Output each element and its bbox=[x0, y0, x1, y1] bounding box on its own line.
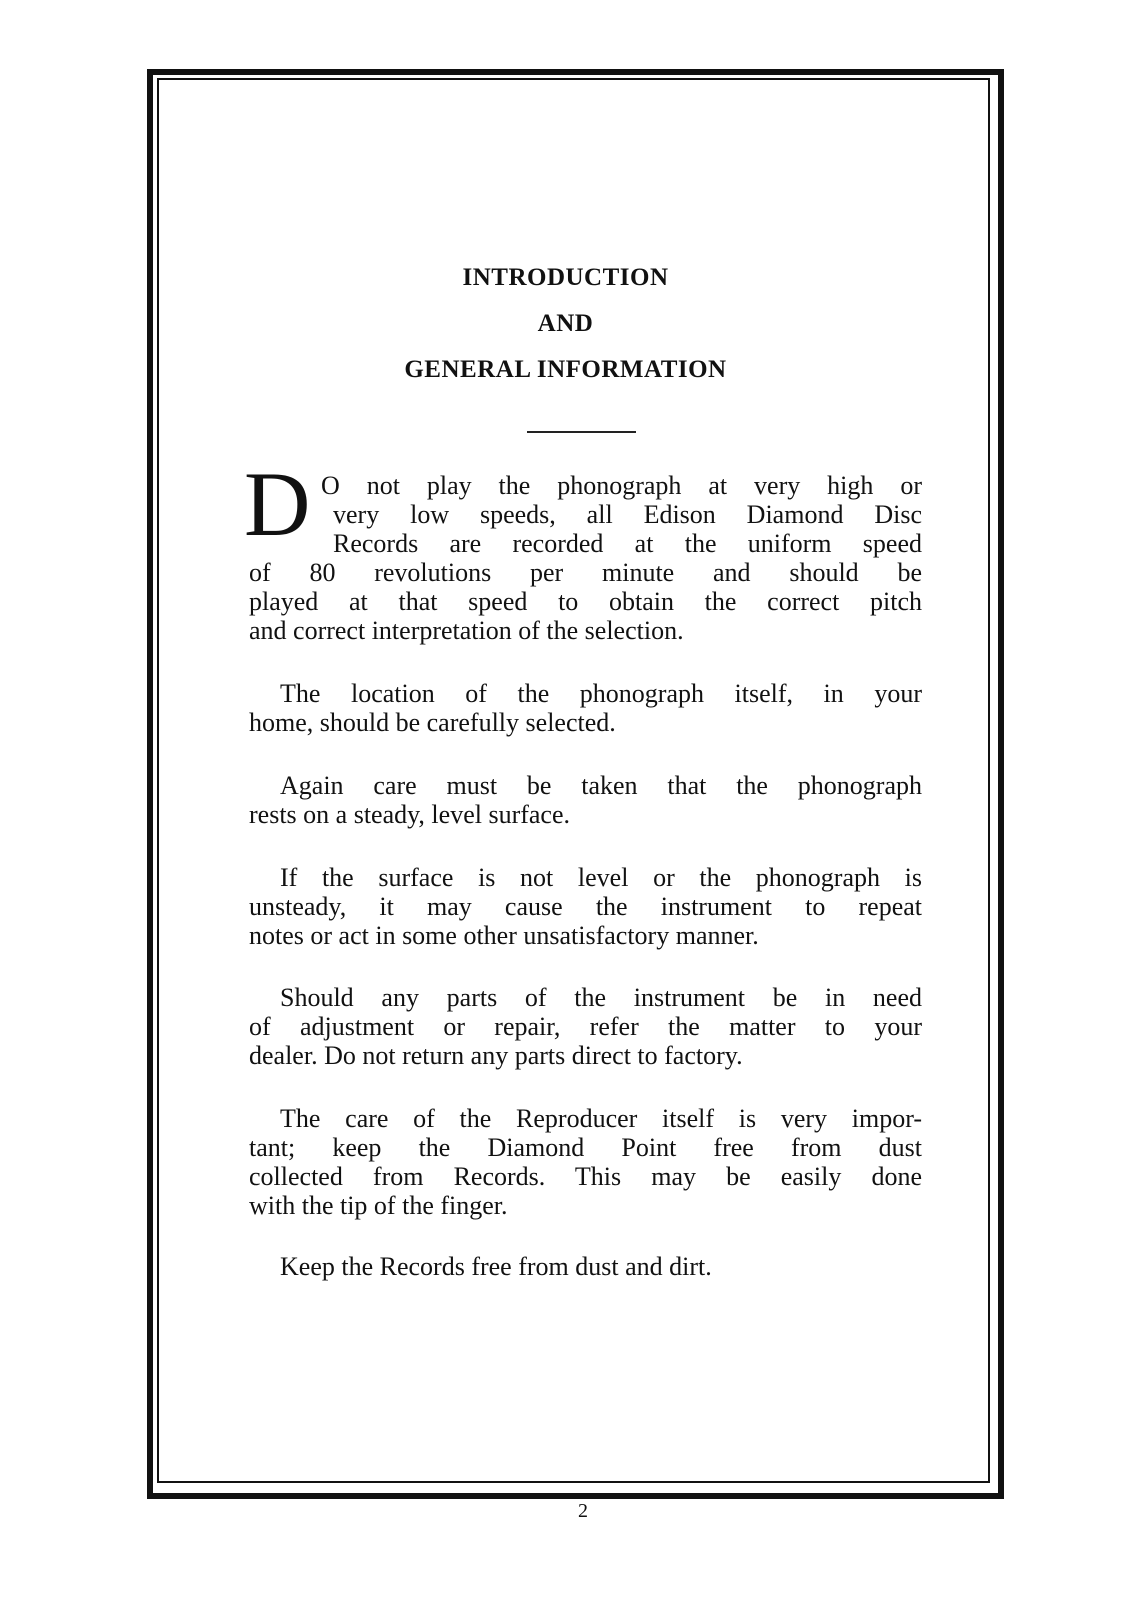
text-line: If the surface is not level or the phonograph is bbox=[280, 863, 922, 892]
paragraph-5 bbox=[249, 984, 922, 1071]
text-line: tant; keep the Diamond Point free from dust bbox=[249, 1132, 922, 1162]
text-line: and correct interpretation of the selection. bbox=[249, 615, 684, 645]
text-line: very low speeds, all Edison Diamond Disc bbox=[333, 499, 922, 529]
text-line: played at that speed to obtain the correct pitch bbox=[249, 586, 922, 616]
paragraph-6 bbox=[249, 1105, 922, 1221]
text-line: Again care must be taken that the phonograph bbox=[280, 771, 922, 800]
text-line: The location of the phonograph itself, in your bbox=[280, 679, 922, 708]
text-line: of adjustment or repair, refer the matter to your bbox=[249, 1011, 922, 1041]
paragraph-2 bbox=[249, 680, 922, 738]
text-line: dealer. Do not return any parts direct to factory. bbox=[249, 1040, 743, 1070]
text-line: Should any parts of the instrument be in need bbox=[280, 983, 922, 1012]
page-number: 2 bbox=[578, 1500, 588, 1522]
paragraph-3 bbox=[249, 772, 922, 830]
text-line: home, should be carefully selected. bbox=[249, 707, 616, 737]
text-line: The care of the Reproducer itself is very impor- bbox=[280, 1104, 922, 1133]
paragraph-4 bbox=[249, 864, 922, 951]
heading-line-3: GENERAL INFORMATION bbox=[404, 356, 727, 383]
text-line: notes or act in some other unsatisfactory manner. bbox=[249, 920, 759, 950]
text-line: Records are recorded at the uniform speed bbox=[333, 528, 922, 558]
text-line: collected from Records. This may be easily done bbox=[249, 1161, 922, 1191]
drop-cap: D bbox=[244, 453, 311, 555]
heading-line-2: AND bbox=[537, 310, 594, 337]
text-line: unsteady, it may cause the instrument to repeat bbox=[249, 891, 922, 921]
paragraph-7 bbox=[249, 1253, 922, 1282]
heading-divider bbox=[527, 431, 636, 433]
text-line: of 80 revolutions per minute and should be bbox=[249, 557, 922, 587]
heading-line-1: INTRODUCTION bbox=[462, 264, 669, 291]
text-line: rests on a steady, level surface. bbox=[249, 799, 571, 829]
text-line: with the tip of the finger. bbox=[249, 1190, 508, 1220]
text-line: Keep the Records free from dust and dirt. bbox=[280, 1252, 712, 1281]
text-line: O not play the phonograph at very high or bbox=[321, 471, 922, 500]
paragraph-1 bbox=[249, 472, 922, 645]
